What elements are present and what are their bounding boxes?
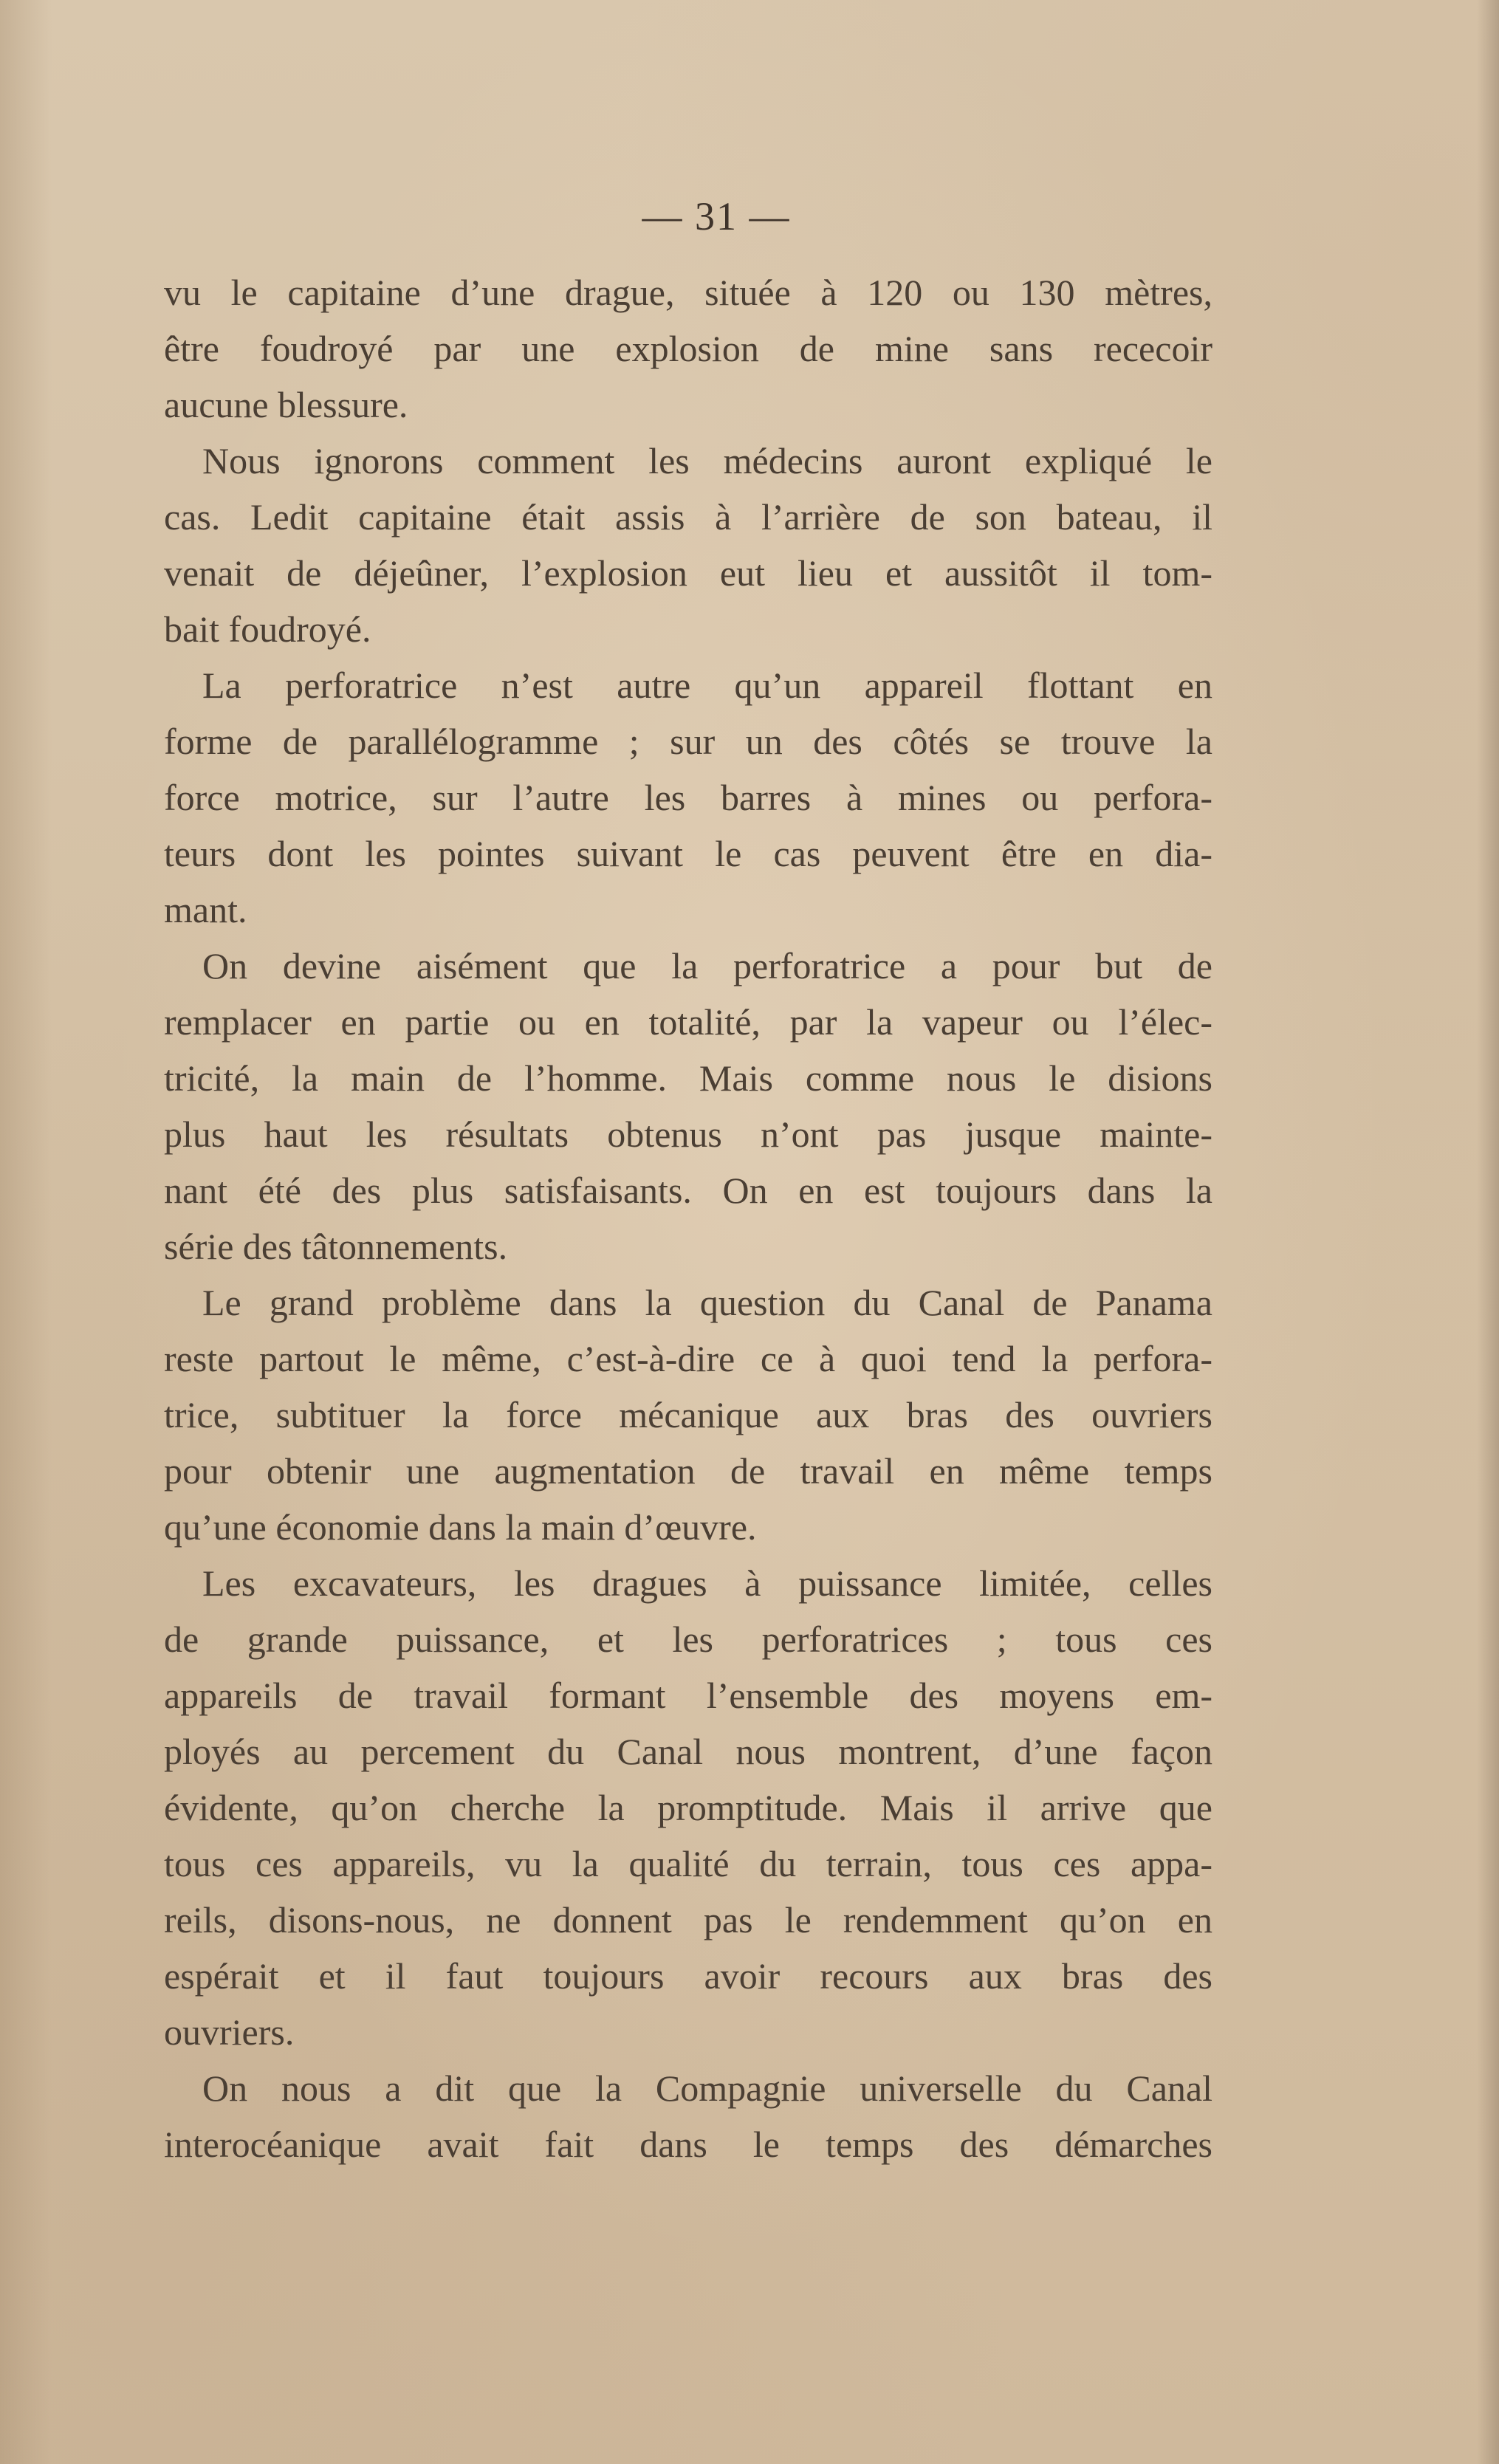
- text-line: On devine aisément que la perforatrice a pour but de: [202, 945, 1212, 986]
- text-line: ployés au percement du Canal nous montrent, d’une façon: [164, 1731, 1212, 1772]
- text-line: force motrice, sur l’autre les barres à mines ou perfora-: [164, 777, 1212, 818]
- text-line: mant.: [164, 889, 247, 930]
- text-line: tricité, la main de l’homme. Mais comme nous le disions: [164, 1057, 1212, 1099]
- text-line: trice, subtituer la force mécanique aux bras des ouvriers: [164, 1394, 1212, 1435]
- text-line: de grande puissance, et les perforatrices ; tous ces: [164, 1619, 1212, 1660]
- text-line: La perforatrice n’est autre qu’un appareil flottant en: [202, 665, 1212, 706]
- text-line: bait foudroyé.: [164, 608, 371, 650]
- text-line: ouvriers.: [164, 2011, 295, 2053]
- text-line: nant été des plus satisfaisants. On en est toujours dans la: [164, 1170, 1212, 1211]
- text-line: venait de déjeûner, l’explosion eut lieu et aussitôt il tom-: [164, 552, 1212, 594]
- text-line: évidente, qu’on cherche la promptitude. Mais il arrive que: [164, 1787, 1212, 1828]
- text-line: appareils de travail formant l’ensemble des moyens em-: [164, 1675, 1212, 1716]
- text-line: plus haut les résultats obtenus n’ont pas jusque mainte-: [164, 1113, 1212, 1155]
- right-page-edge: [1477, 0, 1499, 2464]
- text-line: interocéanique avait fait dans le temps des démarches: [164, 2124, 1212, 2165]
- text-line: forme de parallélogramme ; sur un des côtés se trouve la: [164, 721, 1212, 762]
- body-text: [164, 264, 1212, 2172]
- text-line: reste partout le même, c’est-à-dire ce à quoi tend la perfora-: [164, 1338, 1212, 1379]
- text-line: Nous ignorons comment les médecins auront expliqué le: [202, 440, 1212, 481]
- text-line: On nous a dit que la Compagnie universelle du Canal: [202, 2067, 1212, 2109]
- text-line: aucune blessure.: [164, 384, 408, 425]
- text-line: teurs dont les pointes suivant le cas peuvent être en dia-: [164, 833, 1212, 874]
- text-line: être foudroyé par une explosion de mine sans rececoir: [164, 328, 1212, 369]
- left-page-shadow: [0, 0, 52, 2464]
- text-line: Les excavateurs, les dragues à puissance limitée, celles: [202, 1562, 1212, 1604]
- text-line: tous ces appareils, vu la qualité du terrain, tous ces appa-: [164, 1843, 1212, 1884]
- text-line: pour obtenir une augmentation de travail en même temps: [164, 1450, 1212, 1492]
- text-line: Le grand problème dans la question du Canal de Panama: [202, 1282, 1212, 1323]
- text-line: série des tâtonnements.: [164, 1226, 508, 1267]
- text-line: remplacer en partie ou en totalité, par la vapeur ou l’élec-: [164, 1001, 1212, 1043]
- text-line: vu le capitaine d’une drague, située à 120 ou 130 mètres,: [164, 272, 1212, 313]
- text-line: reils, disons-nous, ne donnent pas le rendemment qu’on en: [164, 1899, 1212, 1940]
- text-line: cas. Ledit capitaine était assis à l’arrière de son bateau, il: [164, 496, 1212, 538]
- page-number: — 31 —: [642, 194, 791, 238]
- text-line: qu’une économie dans la main d’œuvre.: [164, 1506, 757, 1548]
- text-line: espérait et il faut toujours avoir recours aux bras des: [164, 1955, 1212, 1997]
